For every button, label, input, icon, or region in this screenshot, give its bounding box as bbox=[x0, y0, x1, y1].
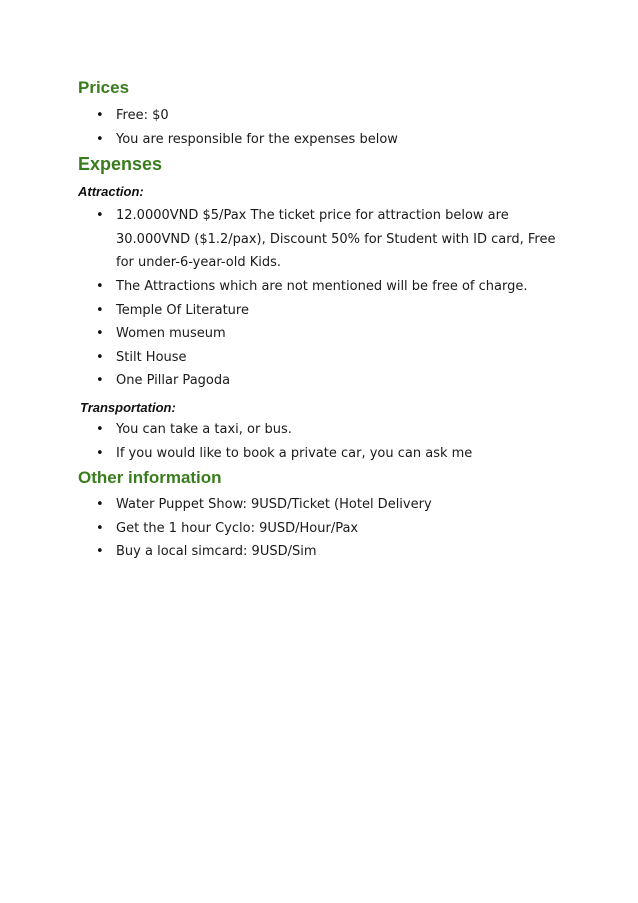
other-information-heading: Other information bbox=[78, 468, 222, 487]
expenses-heading: Expenses bbox=[78, 154, 163, 174]
attraction-subheading: Attraction: bbox=[78, 184, 144, 199]
attraction-list bbox=[0, 204, 638, 393]
list-item bbox=[0, 493, 638, 517]
transportation-list bbox=[0, 418, 638, 465]
bullet-icon: • bbox=[96, 544, 104, 559]
list-item bbox=[0, 104, 638, 128]
list-item bbox=[0, 322, 638, 346]
bullet-icon: • bbox=[96, 326, 104, 341]
bullet-icon: • bbox=[96, 349, 104, 365]
bullet-icon: • bbox=[96, 497, 104, 512]
list-item bbox=[0, 540, 638, 564]
list-item-text: Stilt House bbox=[116, 349, 187, 365]
transportation-subheading: Transportation: bbox=[80, 400, 176, 415]
list-item bbox=[0, 418, 638, 442]
bullet-icon: • bbox=[96, 131, 104, 147]
list-item bbox=[0, 128, 638, 152]
list-item-text: One Pillar Pagoda bbox=[116, 373, 231, 388]
prices-heading: Prices bbox=[78, 78, 130, 97]
list-item bbox=[0, 369, 638, 393]
list-item-text: Get the 1 hour Cyclo: 9USD/Hour/Pax bbox=[116, 520, 359, 536]
list-item bbox=[0, 442, 638, 466]
other-information-list bbox=[0, 493, 638, 564]
bullet-icon: • bbox=[96, 108, 104, 123]
list-item bbox=[0, 517, 638, 541]
list-item bbox=[0, 299, 638, 323]
list-item-text: Buy a local simcard: 9USD/Sim bbox=[116, 544, 317, 559]
list-item bbox=[0, 204, 638, 275]
bullet-icon: • bbox=[96, 422, 104, 437]
bullet-icon: • bbox=[96, 279, 104, 294]
list-item-text: Free: $0 bbox=[116, 108, 169, 123]
bullet-icon: • bbox=[96, 520, 104, 536]
bullet-icon: • bbox=[96, 208, 104, 223]
list-item-text: You are responsible for the expenses below bbox=[116, 131, 398, 147]
list-item-text: 12.0000VND $5/Pax The ticket price for attraction below are 30.000VND ($1.2/pax), Discount 50% for Student with ID card, Free for under-6-year-old Kids. bbox=[116, 208, 556, 270]
list-item-text: Temple Of Literature bbox=[116, 302, 249, 318]
list-item bbox=[0, 346, 638, 370]
prices-list bbox=[0, 104, 638, 151]
bullet-icon: • bbox=[96, 373, 104, 388]
list-item-text: You can take a taxi, or bus. bbox=[116, 422, 292, 437]
bullet-icon: • bbox=[96, 302, 104, 318]
list-item-text: Women museum bbox=[116, 326, 226, 341]
bullet-icon: • bbox=[96, 445, 104, 461]
list-item-text: If you would like to book a private car, you can ask me bbox=[116, 445, 473, 461]
list-item-text: The Attractions which are not mentioned will be free of charge. bbox=[116, 279, 528, 294]
list-item bbox=[0, 275, 638, 299]
list-item-text: Water Puppet Show: 9USD/Ticket (Hotel Delivery bbox=[116, 497, 432, 512]
